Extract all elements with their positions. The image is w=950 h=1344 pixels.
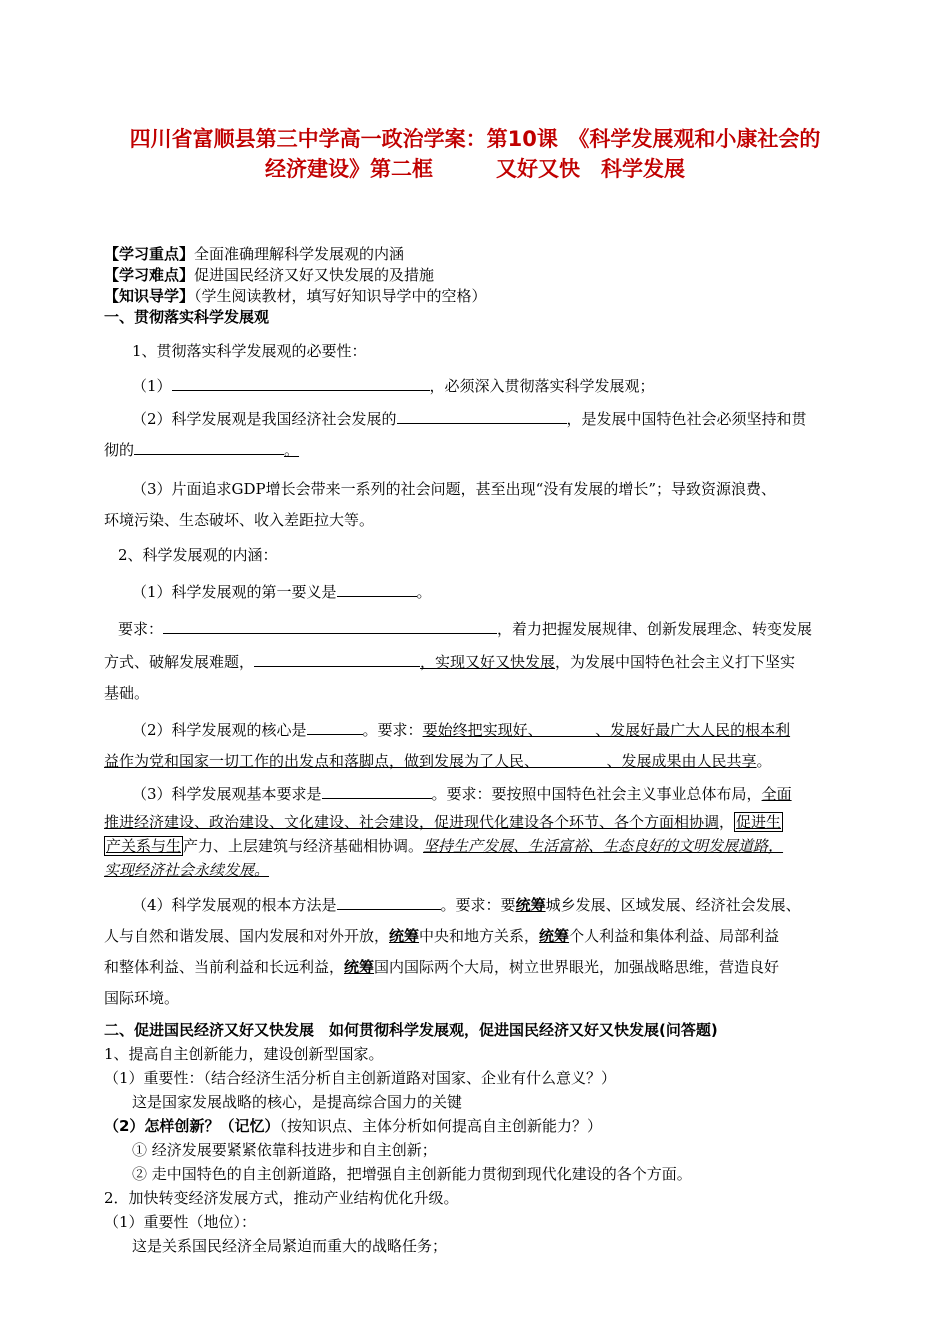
q1-2-prefix: （2）科学发展观是我国经济社会发展的 [132,410,397,428]
q2-3-underlined-2: 推进经济建设、政治建设、文化建设、社会建设，促进现代化建设各个环节、各个方面相协调 [104,813,720,831]
fill-blank[interactable] [163,618,497,634]
q1-2-suffix: ，是发展中国特色社会必须坚持和贯 [566,410,807,428]
q2-4-mid: 。要求：要 [440,896,516,914]
q2-1-end: 。 [416,583,432,601]
q2-4-prefix: （4）科学发展观的根本方法是 [132,896,337,914]
s2-point-1-2 [104,1114,864,1138]
tongchou-keyword: 统筹 [539,927,570,945]
section-2-heading: 二、促进国民经济又好又快发展 如何贯彻科学发展观，促进国民经济又好又快发展(问答题) [104,1021,718,1039]
s2-point-1-2-bold: （2）怎样创新？（记忆） [104,1117,280,1135]
req1-line2-suffix: ，为发展中国特色社会主义打下坚实 [555,653,796,671]
q2-2-prefix: （2）科学发展观的核心是 [132,721,307,739]
q2-3-italic-2: 实现经济社会永续发展。 [104,861,270,879]
tongchou-keyword: 统筹 [344,958,375,976]
q2-3-suffix: 产力、上层建筑与经济基础相协调。 [183,837,424,855]
fill-blank[interactable] [134,439,284,455]
q2-2-underlined-1: 要始终把实现好、 、发展好最广大人民的根本利 [422,721,791,739]
knowledge-guide [104,286,864,307]
study-focus [104,244,864,265]
q2-requirement [104,614,864,645]
fill-blank[interactable] [337,581,417,597]
q2-3-prefix: （3）科学发展观基本要求是 [132,785,322,803]
study-difficulty-text: 促进国民经济又好又快发展的及措施 [194,266,435,284]
q2-2-underlined-2: 益作为党和国家一切工作的出发点和落脚点，做到发展为了人民、 、发展成果由人民共享 [104,752,757,770]
study-focus-label: 【学习重点】 [104,245,195,263]
s2-creation-2: ② 走中国特色的自主创新道路，把增强自主创新能力贯彻到现代化建设的各个方面。 [132,1165,692,1183]
fill-blank[interactable] [172,375,430,391]
q2-2-mid: 。要求： [362,721,423,739]
title-line-1: 四川省富顺县第三中学高一政治学案：第10课 《科学发展观和小康社会的 [129,127,821,151]
section-1-heading: 一、贯彻落实科学发展观 [104,308,270,326]
study-difficulty-label: 【学习难点】 [104,266,195,284]
q2-3-mid: 。要求：要按照中国特色社会主义事业总体布局， [431,785,762,803]
q1-item-3: （3）片面追求GDP增长会带来一系列的社会问题，甚至出现“没有发展的增长”；导致资源浪费、 [132,480,776,498]
s2-creation-1: ① 经济发展要紧紧依靠科技进步和自主创新； [132,1141,437,1159]
q2-4-b1: 人与自然和谐发展、国内发展和对外开放， [104,927,390,945]
q2-item-4-cont [104,921,864,952]
fill-blank[interactable] [337,894,441,910]
knowledge-guide-text: （学生阅读教材，填写好知识导学中的空格） [194,287,487,305]
q2-item-3-end [104,858,864,882]
fill-blank[interactable] [254,651,420,667]
tongchou-keyword: 统筹 [389,927,420,945]
s2-point-2-1-answer: 这是关系国民经济全局紧迫而重大的战略任务； [132,1237,448,1255]
q2-4-a: 城乡发展、区域发展、经济社会发展、 [545,896,801,914]
q2-item-1 [104,577,864,608]
q2-4-b2: 中央和地方关系， [419,927,540,945]
study-difficulty [104,265,864,286]
knowledge-guide-label: 【知识导学】 [104,287,195,305]
study-focus-text: 全面准确理解科学发展观的内涵 [194,245,405,263]
tongchou-keyword: 统筹 [515,896,546,914]
q2-4-c2: 国内国际两个大局，树立世界眼光，加强战略思维，营造良好 [374,958,780,976]
q1-item-1 [104,371,864,402]
q2-item-3-cont2 [104,834,864,858]
q2-3-comma: ， [719,813,735,831]
q2-item-4-end: 国际环境。 [104,989,180,1007]
q1-item-2 [104,404,864,435]
q2-item-2 [104,715,864,746]
s2-point-1-1-answer: 这是国家发展战略的核心，是提高综合国力的关键 [132,1093,463,1111]
q2-3-italic-1: 坚持生产发展、生活富裕、生态良好的文明发展道路， [423,837,784,855]
q2-title: 2、科学发展观的内涵： [118,546,278,564]
document-title [60,124,890,184]
requirement-label: 要求： [118,620,164,638]
fill-blank[interactable] [397,408,567,424]
fill-blank[interactable] [322,783,432,799]
q2-item-4-cont2 [104,952,864,983]
s2-point-1-2-text: （按知识点、主体分析如何提高自主创新能力？） [279,1117,602,1135]
q2-requirement-end: 基础。 [104,684,150,702]
q2-3-boxed-1: 促进生 [736,813,782,831]
q2-1-prefix: （1）科学发展观的第一要义是 [132,583,337,601]
q2-4-c1: 和整体利益、当前利益和长远利益， [104,958,345,976]
req1-suffix: ，着力把握发展规律、创新发展理念、转变发展 [497,620,813,638]
q1-2-line2: 彻的 [104,441,135,459]
q1-2-end: 。 [284,441,300,459]
q1-1-suffix: ，必须深入贯彻落实科学发展观； [429,377,655,395]
req1-line2-underlined: ，实现又好又快发展 [420,653,556,671]
q1-item-3-cont: 环境污染、生态破坏、收入差距拉大等。 [104,511,375,529]
s2-point-2-1: （1）重要性（地位）： [104,1213,257,1231]
q2-3-underlined-1: 全面 [761,785,792,803]
q2-item-2-cont [104,746,864,777]
q2-item-4 [104,890,864,921]
fill-blank[interactable] [307,719,363,735]
q2-item-3 [104,779,864,810]
req1-line2-prefix: 方式、破解发展难题， [104,653,255,671]
q2-3-boxed-2: 产关系与生 [106,837,182,855]
q2-4-b3: 个人利益和集体利益、局部利益 [569,927,780,945]
document-body [104,244,864,1258]
q1-1-prefix: （1） [132,377,172,395]
q2-2-end: 。 [756,752,772,770]
s2-point-2: 2．加快转变经济发展方式，推动产业结构优化升级。 [104,1189,459,1207]
s2-point-1: 1、提高自主创新能力，建设创新型国家。 [104,1045,384,1063]
q2-requirement-cont [104,647,864,678]
q2-item-3-cont [104,810,864,834]
q1-title: 1、贯彻落实科学发展观的必要性： [132,342,367,360]
q1-item-2-cont [104,435,864,466]
s2-point-1-1: （1）重要性：（结合经济生活分析自主创新道路对国家、企业有什么意义？） [104,1069,617,1087]
title-line-2: 经济建设》第二框 又好又快 科学发展 [265,157,685,181]
